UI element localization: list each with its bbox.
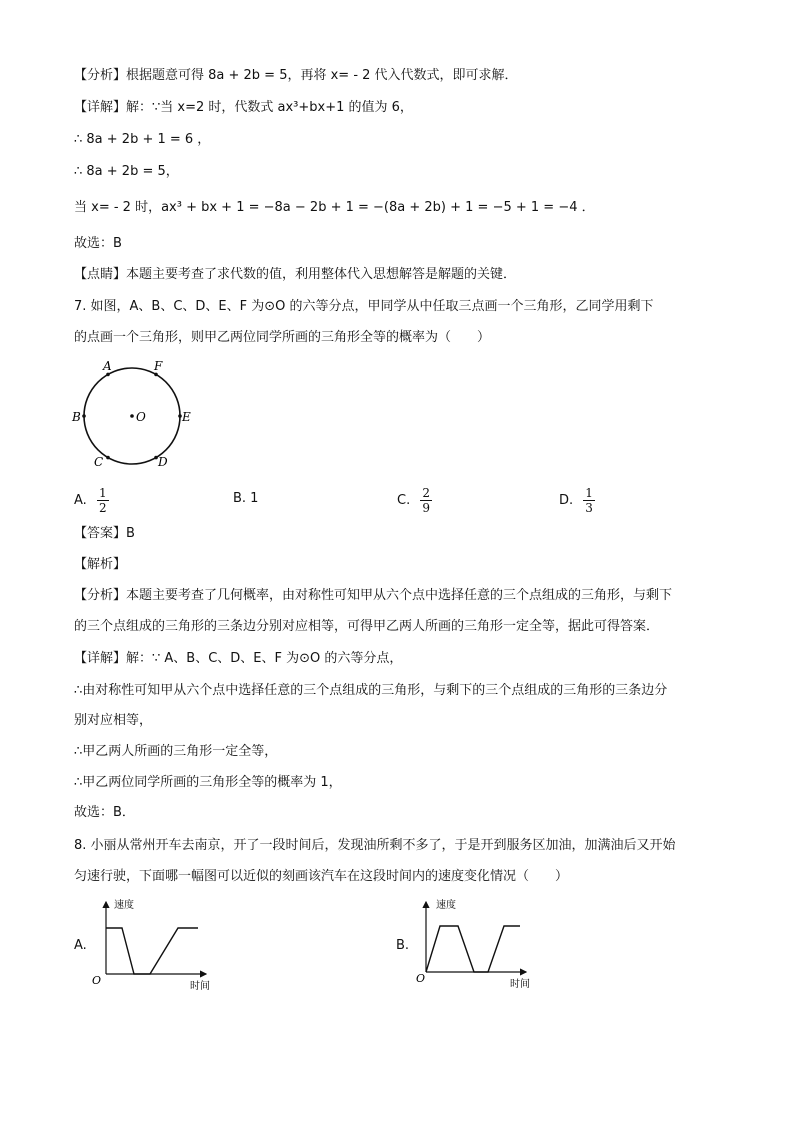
graph-b-xlabel: 时间	[510, 979, 530, 990]
q7-detail-line5: ∴甲乙两位同学所画的三角形全等的概率为 1，	[74, 775, 342, 790]
q6-comment: 【点睛】本题主要考查了求代数的值，利用整体代入思想解答是解题的关键．	[74, 267, 517, 282]
point-c	[106, 456, 110, 460]
graph-a-xlabel: 时间	[190, 981, 210, 992]
graph-b-origin: O	[416, 972, 426, 985]
q7-detail-line2: ∴由对称性可知甲从六个点中选择任意的三个点组成的三角形，与剩下的三个点组成的三角形的三条边分	[74, 683, 668, 698]
q7-stem-line1: 7. 如图，A、B、C、D、E、F 为⊙O 的六等分点，甲同学从中任取三点画一个三角形，乙同学用剩下	[74, 299, 654, 314]
option-d-label: D.	[559, 493, 574, 508]
option-a-label: A.	[74, 493, 87, 508]
label-d: D	[158, 455, 168, 469]
q7-option-d[interactable]	[559, 486, 595, 515]
q7-detail-line3: 别对应相等，	[74, 713, 153, 728]
option-c-denominator: 9	[422, 501, 430, 515]
q8-stem-line1: 8. 小丽从常州开车去南京，开了一段时间后，发现油所剩不多了，于是开到服务区加油，加满油后又开始	[74, 838, 676, 853]
q8-stem-line2: 匀速行驶，下面哪一幅图可以近似的刻画该汽车在这段时间内的速度变化情况（ ）	[74, 869, 569, 884]
q7-detail-line1: 【详解】解：∵ A、B、C、D、E、F 为⊙O 的六等分点，	[74, 651, 403, 666]
q7-stem-line2: 的点画一个三角形，则甲乙两位同学所画的三角形全等的概率为（ ）	[74, 330, 491, 345]
q8-option-a-label[interactable]: A.	[74, 938, 87, 953]
label-e: E	[182, 410, 191, 424]
q6-analysis: 【分析】根据题意可得 8a + 2b = 5，再将 x= - 2 代入代数式，即可求解．	[74, 68, 518, 83]
point-b	[82, 414, 86, 418]
label-f: F	[154, 359, 163, 373]
label-b: B	[72, 410, 81, 424]
q7-analysis-line1: 【分析】本题主要考查了几何概率，由对称性可知甲从六个点中选择任意的三个点组成的三角形，与剩下	[74, 588, 673, 603]
q6-step2: ∴ 8a + 2b = 5，	[74, 164, 179, 179]
option-b-label: B. 1	[233, 491, 259, 506]
graph-a-speed-line	[106, 928, 198, 974]
q7-option-b[interactable]	[233, 489, 258, 509]
label-a: A	[103, 359, 112, 373]
graph-b-speed-line	[426, 926, 520, 972]
q7-detail-line4: ∴甲乙两人所画的三角形一定全等，	[74, 744, 278, 759]
q7-analysis-line2: 的三个点组成的三角形的三条边分别对应相等，可得甲乙两人所画的三角形一定全等，据此可得答案．	[74, 619, 660, 634]
q7-answer: 【答案】B	[74, 526, 135, 541]
q6-step3: 当 x= - 2 时，ax³ + bx + 1 = −8a − 2b + 1 = −(8a + 2b) + 1 = −5 + 1 = −4 ．	[74, 200, 595, 215]
point-a	[106, 373, 110, 377]
q8-graph-a	[88, 894, 228, 996]
option-d-numerator: 1	[585, 486, 593, 500]
q8-graph-b	[408, 894, 548, 996]
q7-circle-figure	[66, 356, 206, 474]
q6-step1: ∴ 8a + 2b + 1 = 6 ，	[74, 132, 211, 147]
q8-option-b-label[interactable]: B.	[396, 938, 410, 953]
graph-b-ylabel: 速度	[436, 900, 456, 911]
q6-detail: 【详解】解：∵当 x=2 时，代数式 ax³+bx+1 的值为 6，	[74, 100, 413, 115]
option-a-fraction	[97, 486, 109, 515]
q6-choice: 故选：B	[74, 236, 122, 251]
option-c-fraction	[420, 486, 432, 515]
option-c-label: C.	[397, 493, 411, 508]
option-a-denominator: 2	[98, 501, 107, 515]
option-a-numerator: 1	[98, 486, 107, 500]
point-f	[154, 373, 158, 377]
label-o: O	[136, 410, 146, 424]
point-o	[130, 414, 134, 418]
label-c: C	[94, 455, 104, 469]
graph-a-ylabel: 速度	[114, 900, 134, 911]
graph-a-origin: O	[92, 974, 102, 987]
q7-choice: 故选：B．	[74, 805, 135, 820]
q7-option-a[interactable]	[74, 486, 109, 515]
option-d-denominator: 3	[585, 501, 593, 515]
q7-jiexi: 【解析】	[74, 557, 127, 572]
q7-option-c[interactable]	[397, 486, 432, 515]
option-c-numerator: 2	[422, 486, 430, 500]
option-d-fraction	[583, 486, 595, 515]
